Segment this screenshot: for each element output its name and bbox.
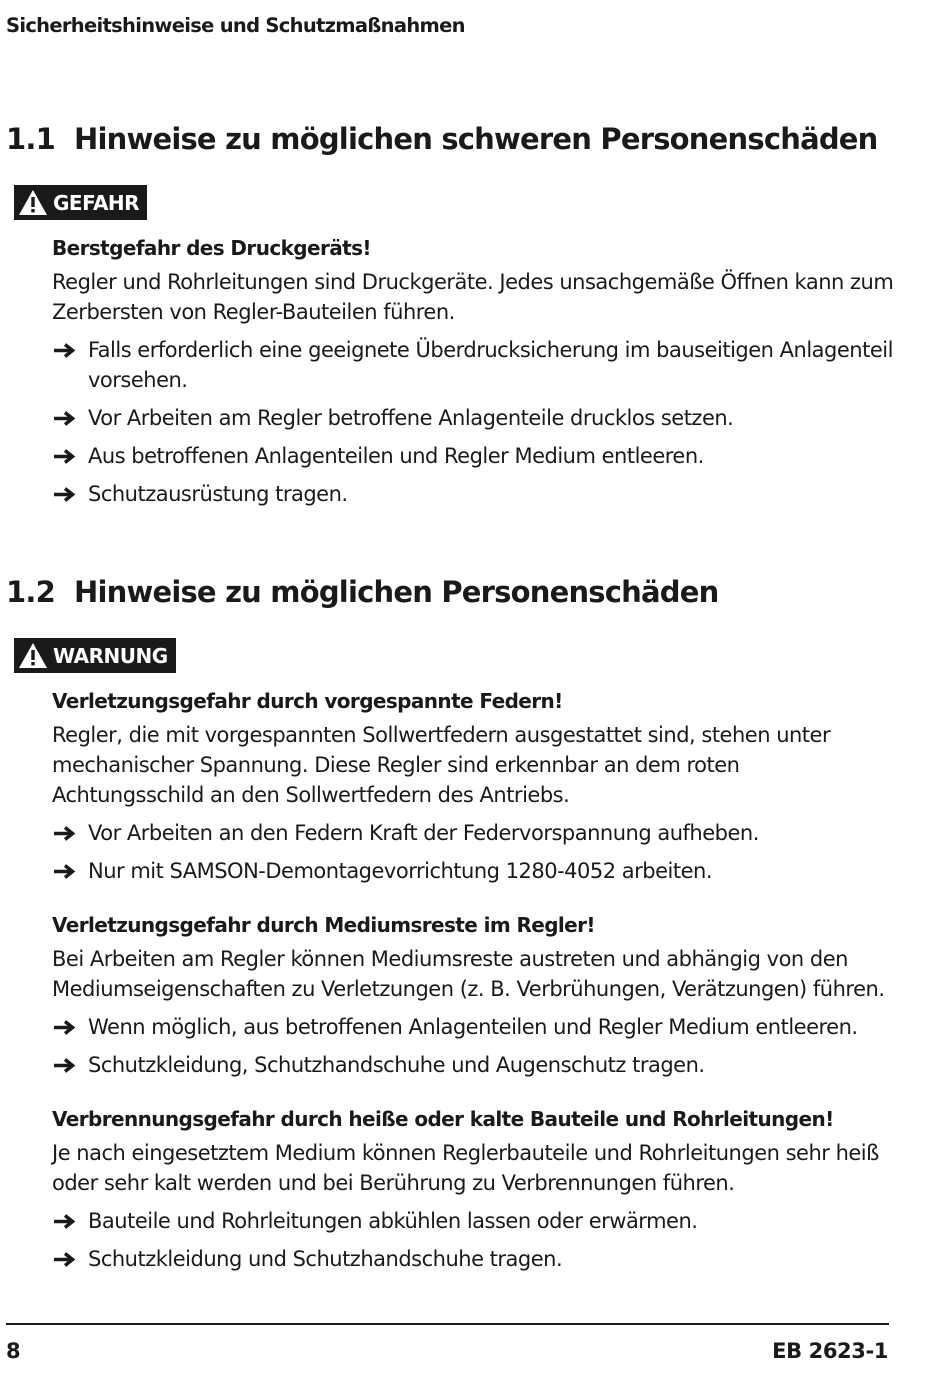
section-1-2-content	[52, 686, 897, 1282]
running-header: Sicherheitshinweise und Schutzmaßnahmen	[6, 14, 465, 37]
badge-label: WARNUNG	[53, 643, 168, 668]
measure-item: Schutzkleidung, Schutzhandschuhe und Augenschutz tragen.	[52, 1050, 897, 1080]
document-id: EB 2623-1	[772, 1339, 888, 1363]
arrow-right-icon	[52, 1020, 76, 1035]
footer-divider	[6, 1323, 889, 1325]
badge-label: GEFAHR	[53, 190, 140, 215]
arrow-right-icon	[52, 1214, 76, 1229]
section-title-text: Hinweise zu möglichen Personenschäden	[74, 575, 719, 609]
measure-item: Schutzkleidung und Schutzhandschuhe tragen.	[52, 1244, 897, 1274]
hazard-block-burns	[52, 1104, 897, 1274]
section-title-text: Hinweise zu möglichen schweren Personenschäden	[74, 122, 878, 156]
measure-item: Wenn möglich, aus betroffenen Anlagenteilen und Regler Medium entleeren.	[52, 1012, 897, 1042]
measure-item: Nur mit SAMSON-Demontagevorrichtung 1280-4052 arbeiten.	[52, 856, 897, 886]
arrow-right-icon	[52, 1058, 76, 1073]
warning-triangle-icon	[18, 189, 48, 216]
arrow-right-icon	[52, 864, 76, 879]
section-title-1-1	[6, 122, 878, 156]
arrow-right-icon	[52, 487, 76, 502]
measure-list	[52, 818, 897, 886]
arrow-right-icon	[52, 1252, 76, 1267]
section-1-1-content	[52, 233, 897, 517]
warning-triangle-icon	[18, 642, 48, 669]
measure-item: Schutzausrüstung tragen.	[52, 479, 897, 509]
warning-badge	[14, 638, 176, 673]
arrow-right-icon	[52, 826, 76, 841]
measure-item: Aus betroffenen Anlagenteilen und Regler Medium entleeren.	[52, 441, 897, 471]
arrow-right-icon	[52, 449, 76, 464]
measure-list	[52, 1012, 897, 1080]
section-title-1-2	[6, 575, 718, 609]
hazard-heading: Verletzungsgefahr durch vorgespannte Federn!	[52, 689, 563, 713]
hazard-block-residues	[52, 910, 897, 1080]
section-number: 1.2	[6, 575, 55, 609]
hazard-heading: Verletzungsgefahr durch Mediumsreste im Regler!	[52, 913, 595, 937]
measure-item: Vor Arbeiten am Regler betroffene Anlagenteile drucklos setzen.	[52, 403, 897, 433]
section-number: 1.1	[6, 122, 55, 156]
measure-list	[52, 1206, 897, 1274]
hazard-text: Bei Arbeiten am Regler können Mediumsreste austreten und abhängig von den Mediumseigenschaften zu Verletzungen (z. B. Verbrühungen, Verätzungen) führen.	[52, 947, 885, 1001]
hazard-text: Je nach eingesetztem Medium können Reglerbauteile und Rohrleitungen sehr heiß oder sehr kalt werden und bei Berührung zu Verbrennungen führen.	[52, 1141, 879, 1195]
arrow-right-icon	[52, 411, 76, 426]
measure-list	[52, 335, 897, 509]
measure-item: Falls erforderlich eine geeignete Überdrucksicherung im bauseitigen Anlagenteil vorsehen.	[52, 335, 897, 395]
page-number: 8	[6, 1339, 21, 1363]
hazard-block-springs	[52, 686, 897, 886]
hazard-heading: Verbrennungsgefahr durch heiße oder kalte Bauteile und Rohrleitungen!	[52, 1107, 834, 1131]
hazard-text: Regler und Rohrleitungen sind Druckgeräte. Jedes unsachgemäße Öffnen kann zum Zerbersten von Regler-Bauteilen führen.	[52, 270, 894, 324]
hazard-text: Regler, die mit vorgespannten Sollwertfedern ausgestattet sind, stehen unter mechanischer Spannung. Diese Regler sind erkennbar an dem roten Achtungsschild an den Sollwertfedern des Antriebs.	[52, 723, 831, 807]
danger-badge	[14, 185, 147, 220]
arrow-right-icon	[52, 343, 76, 358]
hazard-block-burst	[52, 233, 897, 509]
measure-item: Vor Arbeiten an den Federn Kraft der Federvorspannung aufheben.	[52, 818, 897, 848]
measure-item: Bauteile und Rohrleitungen abkühlen lassen oder erwärmen.	[52, 1206, 897, 1236]
hazard-heading: Berstgefahr des Druckgeräts!	[52, 236, 371, 260]
